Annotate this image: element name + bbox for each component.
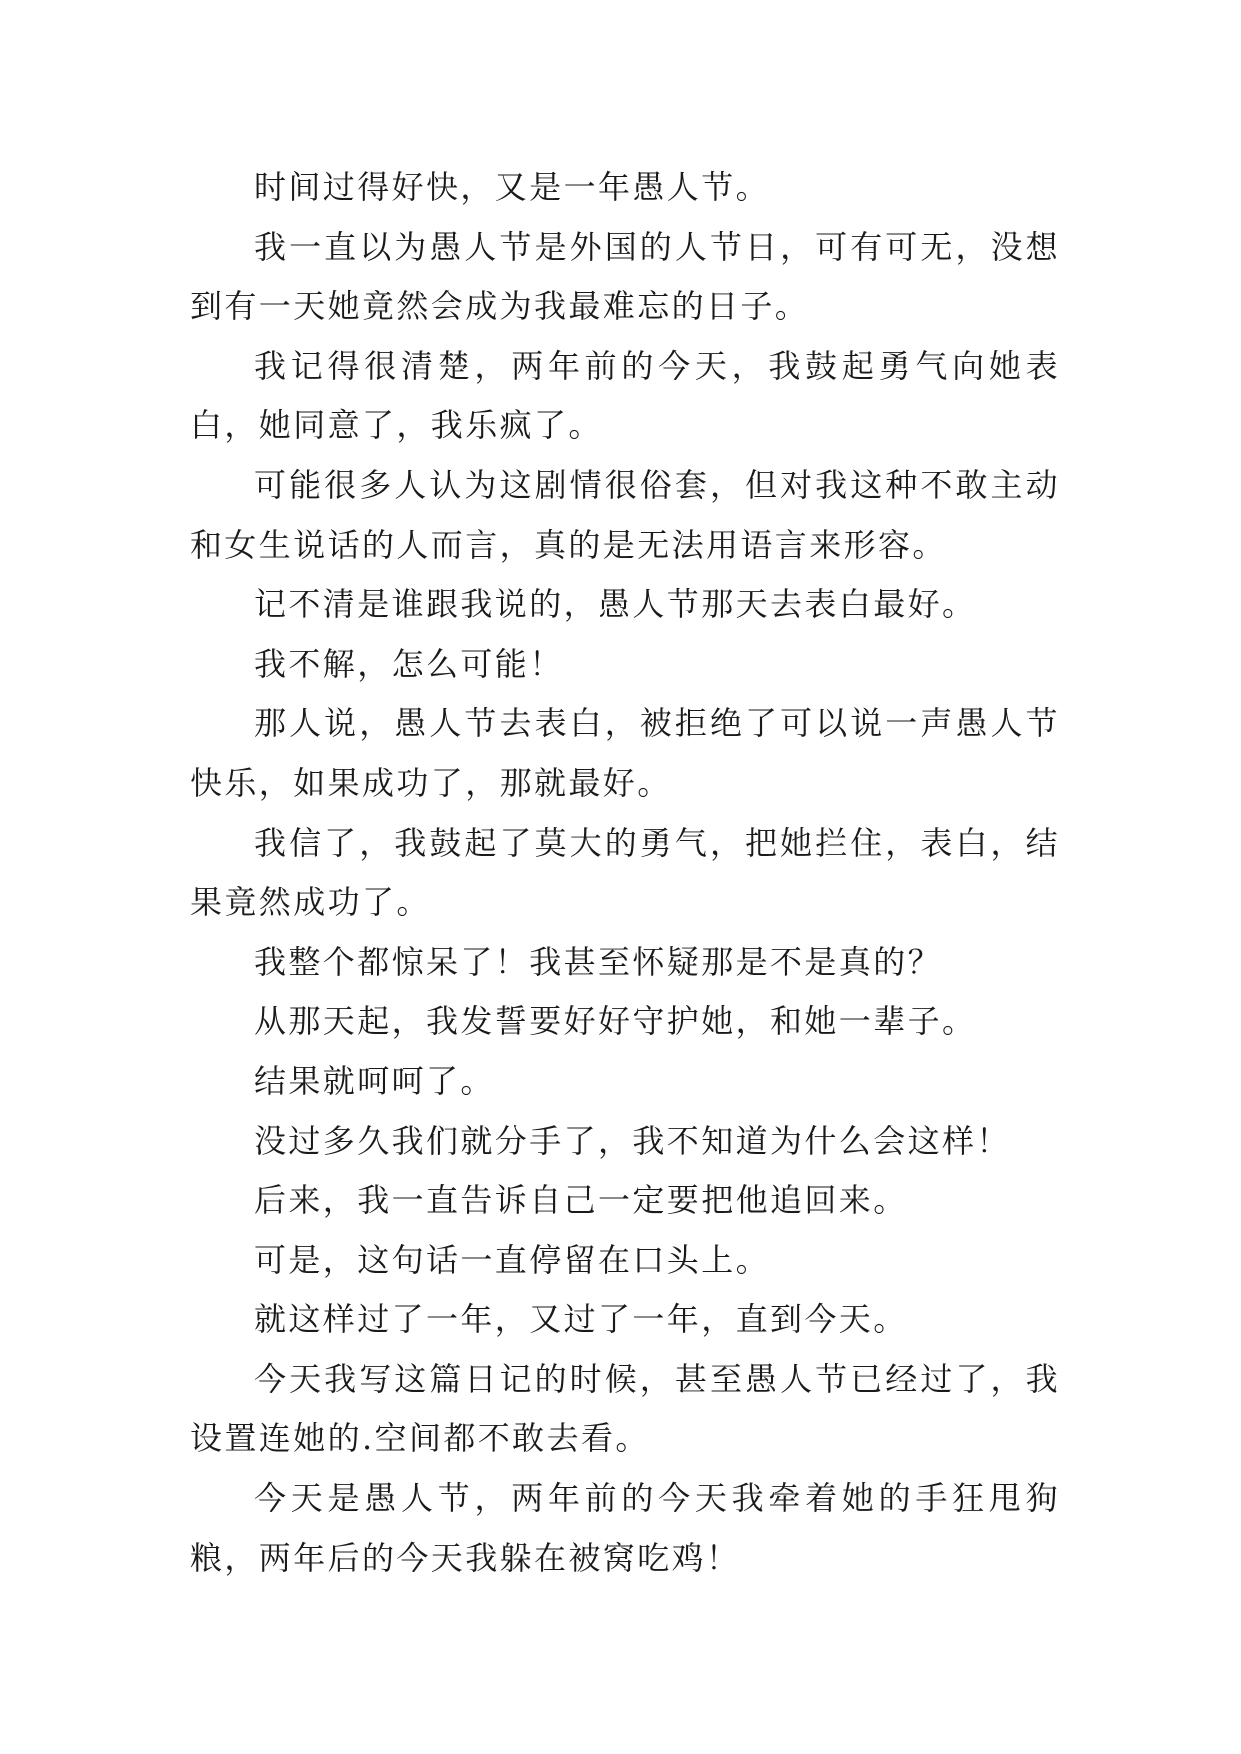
paragraph: 时间过得好快，又是一年愚人节。 bbox=[254, 168, 771, 206]
paragraph: 可能很多人认为这剧情很俗套，但对我这种不敢主动和女生说话的人而言，真的是无法用语言来形容。 bbox=[190, 465, 1060, 564]
paragraph: 那人说，愚人节去表白，被拒绝了可以说一声愚人节快乐，如果成功了，那就最好。 bbox=[190, 704, 1060, 802]
paragraph: 就这样过了一年，又过了一年，直到今天。 bbox=[254, 1300, 908, 1339]
paragraph: 后来，我一直告诉自己一定要把他追回来。 bbox=[254, 1181, 908, 1220]
paragraph: 今天我写这篇日记的时候，甚至愚人节已经过了，我设置连她的.空间都不敢去看。 bbox=[190, 1359, 1060, 1458]
paragraph: 记不清是谁跟我说的，愚人节那天去表白最好。 bbox=[254, 585, 977, 624]
paragraph: 从那天起，我发誓要好好守护她，和她一辈子。 bbox=[254, 1002, 977, 1041]
paragraph: 我不解，怎么可能！ bbox=[254, 644, 564, 683]
paragraph: 我整个都惊呆了！我甚至怀疑那是不是真的？ bbox=[254, 942, 943, 981]
paragraph: 今天是愚人节，两年前的今天我牵着她的手狂甩狗粮，两年后的今天我躲在被窝吃鸡！ bbox=[190, 1479, 1060, 1577]
paragraph: 可是，这句话一直停留在口头上。 bbox=[254, 1240, 771, 1279]
paragraph: 我信了，我鼓起了莫大的勇气，把她拦住，表白，结果竟然成功了。 bbox=[190, 823, 1060, 922]
document-body bbox=[190, 158, 1060, 1588]
paragraph: 结果就呵呵了。 bbox=[254, 1061, 495, 1100]
paragraph: 我记得很清楚，两年前的今天，我鼓起勇气向她表白，她同意了，我乐疯了。 bbox=[190, 346, 1060, 445]
paragraph: 我一直以为愚人节是外国的人节日，可有可无，没想到有一天她竟然会成为我最难忘的日子。 bbox=[190, 227, 1060, 326]
paragraph: 没过多久我们就分手了，我不知道为什么会这样！ bbox=[254, 1121, 1011, 1160]
